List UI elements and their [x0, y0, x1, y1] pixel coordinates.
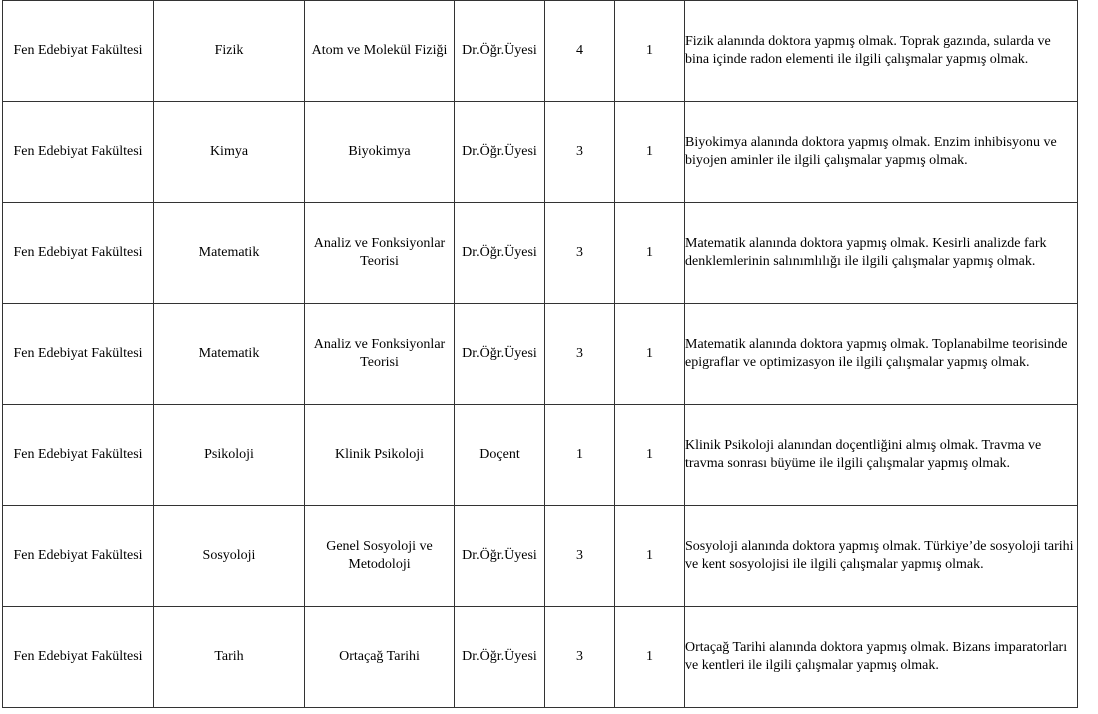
requirement-cell: Sosyoloji alanında doktora yapmış olmak. Türkiye’de sosyoloji tarihi ve kent sosyolojisi ile ilgili çalışmalar yapmış olmak.: [685, 506, 1078, 607]
quota-cell: 1: [615, 102, 685, 203]
requirement-cell: Klinik Psikoloji alanından doçentliğini almış olmak. Travma ve travma sonrası büyüme ile ilgili çalışmalar yapmış olmak.: [685, 405, 1078, 506]
table-body: [3, 1, 1078, 708]
table-row: [3, 607, 1078, 708]
requirement-cell: Biyokimya alanında doktora yapmış olmak. Enzim inhibisyonu ve biyojen aminler ile ilgili çalışmalar yapmış olmak.: [685, 102, 1078, 203]
department-cell: Tarih: [154, 607, 305, 708]
table-row: [3, 1, 1078, 102]
table-row: [3, 405, 1078, 506]
quota-cell: 1: [615, 203, 685, 304]
field-cell: Analiz ve Fonksiyonlar Teorisi: [305, 304, 455, 405]
requirement-cell: Matematik alanında doktora yapmış olmak. Toplanabilme teorisinde epigraflar ve optimizasyon ile ilgili çalışmalar yapmış olmak.: [685, 304, 1078, 405]
title-cell: Dr.Öğr.Üyesi: [455, 203, 545, 304]
faculty-cell: Fen Edebiyat Fakültesi: [3, 304, 154, 405]
count-cell: 4: [545, 1, 615, 102]
count-cell: 3: [545, 607, 615, 708]
field-cell: Atom ve Molekül Fiziği: [305, 1, 455, 102]
table-row: [3, 506, 1078, 607]
faculty-cell: Fen Edebiyat Fakültesi: [3, 607, 154, 708]
title-cell: Doçent: [455, 405, 545, 506]
title-cell: Dr.Öğr.Üyesi: [455, 102, 545, 203]
requirement-cell: Matematik alanında doktora yapmış olmak. Kesirli analizde fark denklemlerinin salınımlılığı ile ilgili çalışmalar yapmış olmak.: [685, 203, 1078, 304]
field-cell: Ortaçağ Tarihi: [305, 607, 455, 708]
table-row: [3, 304, 1078, 405]
table-row: [3, 102, 1078, 203]
table-row: [3, 203, 1078, 304]
department-cell: Psikoloji: [154, 405, 305, 506]
faculty-cell: Fen Edebiyat Fakültesi: [3, 506, 154, 607]
department-cell: Fizik: [154, 1, 305, 102]
requirement-cell: Fizik alanında doktora yapmış olmak. Toprak gazında, sularda ve bina içinde radon elementi ile ilgili çalışmalar yapmış olmak.: [685, 1, 1078, 102]
count-cell: 3: [545, 203, 615, 304]
requirement-cell: Ortaçağ Tarihi alanında doktora yapmış olmak. Bizans imparatorları ve kentleri ile ilgili çalışmalar yapmış olmak.: [685, 607, 1078, 708]
field-cell: Klinik Psikoloji: [305, 405, 455, 506]
quota-cell: 1: [615, 405, 685, 506]
department-cell: Matematik: [154, 203, 305, 304]
count-cell: 3: [545, 304, 615, 405]
title-cell: Dr.Öğr.Üyesi: [455, 506, 545, 607]
quota-cell: 1: [615, 607, 685, 708]
count-cell: 1: [545, 405, 615, 506]
faculty-cell: Fen Edebiyat Fakültesi: [3, 102, 154, 203]
title-cell: Dr.Öğr.Üyesi: [455, 607, 545, 708]
department-cell: Kimya: [154, 102, 305, 203]
quota-cell: 1: [615, 506, 685, 607]
field-cell: Genel Sosyoloji ve Metodoloji: [305, 506, 455, 607]
faculty-cell: Fen Edebiyat Fakültesi: [3, 203, 154, 304]
faculty-cell: Fen Edebiyat Fakültesi: [3, 1, 154, 102]
positions-table: [2, 0, 1078, 708]
field-cell: Analiz ve Fonksiyonlar Teorisi: [305, 203, 455, 304]
count-cell: 3: [545, 102, 615, 203]
department-cell: Sosyoloji: [154, 506, 305, 607]
title-cell: Dr.Öğr.Üyesi: [455, 304, 545, 405]
faculty-cell: Fen Edebiyat Fakültesi: [3, 405, 154, 506]
title-cell: Dr.Öğr.Üyesi: [455, 1, 545, 102]
count-cell: 3: [545, 506, 615, 607]
field-cell: Biyokimya: [305, 102, 455, 203]
quota-cell: 1: [615, 304, 685, 405]
department-cell: Matematik: [154, 304, 305, 405]
quota-cell: 1: [615, 1, 685, 102]
